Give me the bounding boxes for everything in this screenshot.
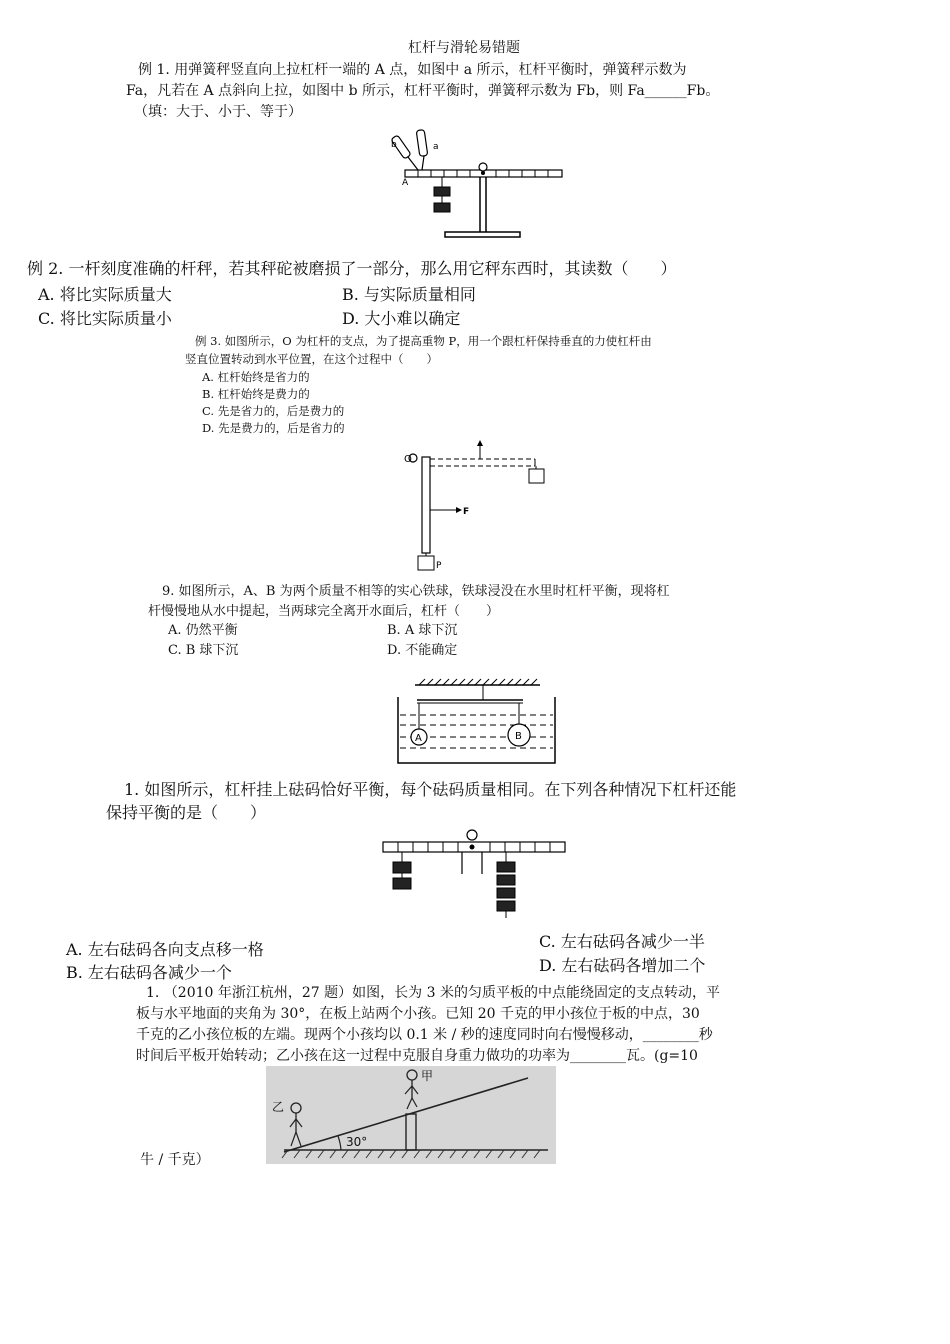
q9-option-b: B. A 球下沉 <box>387 623 458 638</box>
ex1-line2: Fa，凡若在 A 点斜向上拉，如图中 b 所示，杠杆平衡时，弹簧秤示数为 Fb，则 Fa______Fb。 <box>126 83 720 99</box>
label-F: F <box>463 507 470 517</box>
label-A: A <box>402 178 409 188</box>
q1b-line1: 1. （2010 年浙江杭州，27 题）如图，长为 3 米的匀质平板的中点能绕固定的支点转动，平 <box>146 985 720 1001</box>
q9-option-a: A. 仍然平衡 <box>168 623 238 638</box>
q9-option-d: D. 不能确定 <box>387 643 458 658</box>
ex2-option-b: B. 与实际质量相同 <box>342 285 476 304</box>
q1b-line4: 时间后平板开始转动；乙小孩在这一过程中克服自身重力做功的功率为________瓦。(g=10 <box>136 1048 698 1064</box>
q1-lever-figure <box>380 828 570 928</box>
ex3-option-c: C. 先是省力的，后是费力的 <box>202 404 345 418</box>
ball-B-label: B <box>515 731 522 742</box>
ex1-line1: 例 1. 用弹簧秤竖直向上拉杠杆一端的 A 点，如图中 a 所示，杠杆平衡时，弹簧秤示数为 <box>138 62 687 78</box>
q9-line1: 9. 如图所示，A、B 为两个质量不相等的实心铁球，铁球浸没在水里时杠杆平衡，现将杠 <box>162 584 670 599</box>
q1b-seesaw-figure <box>266 1066 556 1164</box>
ex1-lever-figure <box>380 125 580 245</box>
q9-line2: 杆慢慢地从水中提起，当两球完全离开水面后，杠杆（ ） <box>148 604 500 619</box>
label-O: O <box>404 454 412 465</box>
ex1-line3: （填：大于、小于、等于） <box>134 104 302 120</box>
label-angle: 30° <box>346 1135 368 1149</box>
ex3-line1: 例 3. 如图所示，O 为杠杆的支点，为了提高重物 P，用一个跟杠杆保持垂直的力使杠杆由 <box>195 334 652 348</box>
ex3-lever-figure <box>400 435 560 575</box>
label-a: a <box>433 142 439 152</box>
label-jia: 甲 <box>421 1069 434 1083</box>
ex3-option-d: D. 先是费力的，后是省力的 <box>202 421 345 435</box>
q1-option-d: D. 左右砝码各增加二个 <box>539 956 706 975</box>
q1-line1: 1. 如图所示，杠杆挂上砝码恰好平衡，每个砝码质量相同。在下列各种情况下杠杆还能 <box>124 780 737 799</box>
q1-option-c: C. 左右砝码各减少一半 <box>539 932 705 951</box>
ex2-option-a: A. 将比实际质量大 <box>38 285 172 304</box>
ex2-stem: 例 2. 一杆刻度准确的杆秤，若其秤砣被磨损了一部分，那么用它秤东西时，其读数（ ） <box>27 259 677 278</box>
q1-line2: 保持平衡的是（ ） <box>106 803 267 822</box>
q1-option-a: A. 左右砝码各向支点移一格 <box>66 940 264 959</box>
ball-A-label: A <box>415 733 422 744</box>
q1b-line5: 牛 / 千克） <box>140 1152 210 1168</box>
ex2-option-c: C. 将比实际质量小 <box>38 309 172 328</box>
ex3-option-a: A. 杠杆始终是省力的 <box>202 370 310 384</box>
q1b-line3: 千克的乙小孩位板的左端。现两个小孩均以 0.1 米 / 秒的速度同时向右慢慢移动，________秒 <box>136 1027 713 1043</box>
page-title: 杠杆与滑轮易错题 <box>408 40 520 56</box>
label-b: b <box>391 140 397 150</box>
ex3-option-b: B. 杠杆始终是费力的 <box>202 387 310 401</box>
ex3-line2: 竖直位置转动到水平位置，在这个过程中（ ） <box>185 352 438 366</box>
q9-tank-figure <box>395 675 560 767</box>
q9-option-c: C. B 球下沉 <box>168 643 239 658</box>
q1-option-b: B. 左右砝码各减少一个 <box>66 963 232 982</box>
label-P: P <box>436 561 442 571</box>
label-yi: 乙 <box>272 1100 285 1114</box>
q1b-line2: 板与水平地面的夹角为 30°，在板上站两个小孩。已知 20 千克的甲小孩位于板的中点，30 <box>136 1006 700 1022</box>
ex2-option-d: D. 大小难以确定 <box>342 309 461 328</box>
